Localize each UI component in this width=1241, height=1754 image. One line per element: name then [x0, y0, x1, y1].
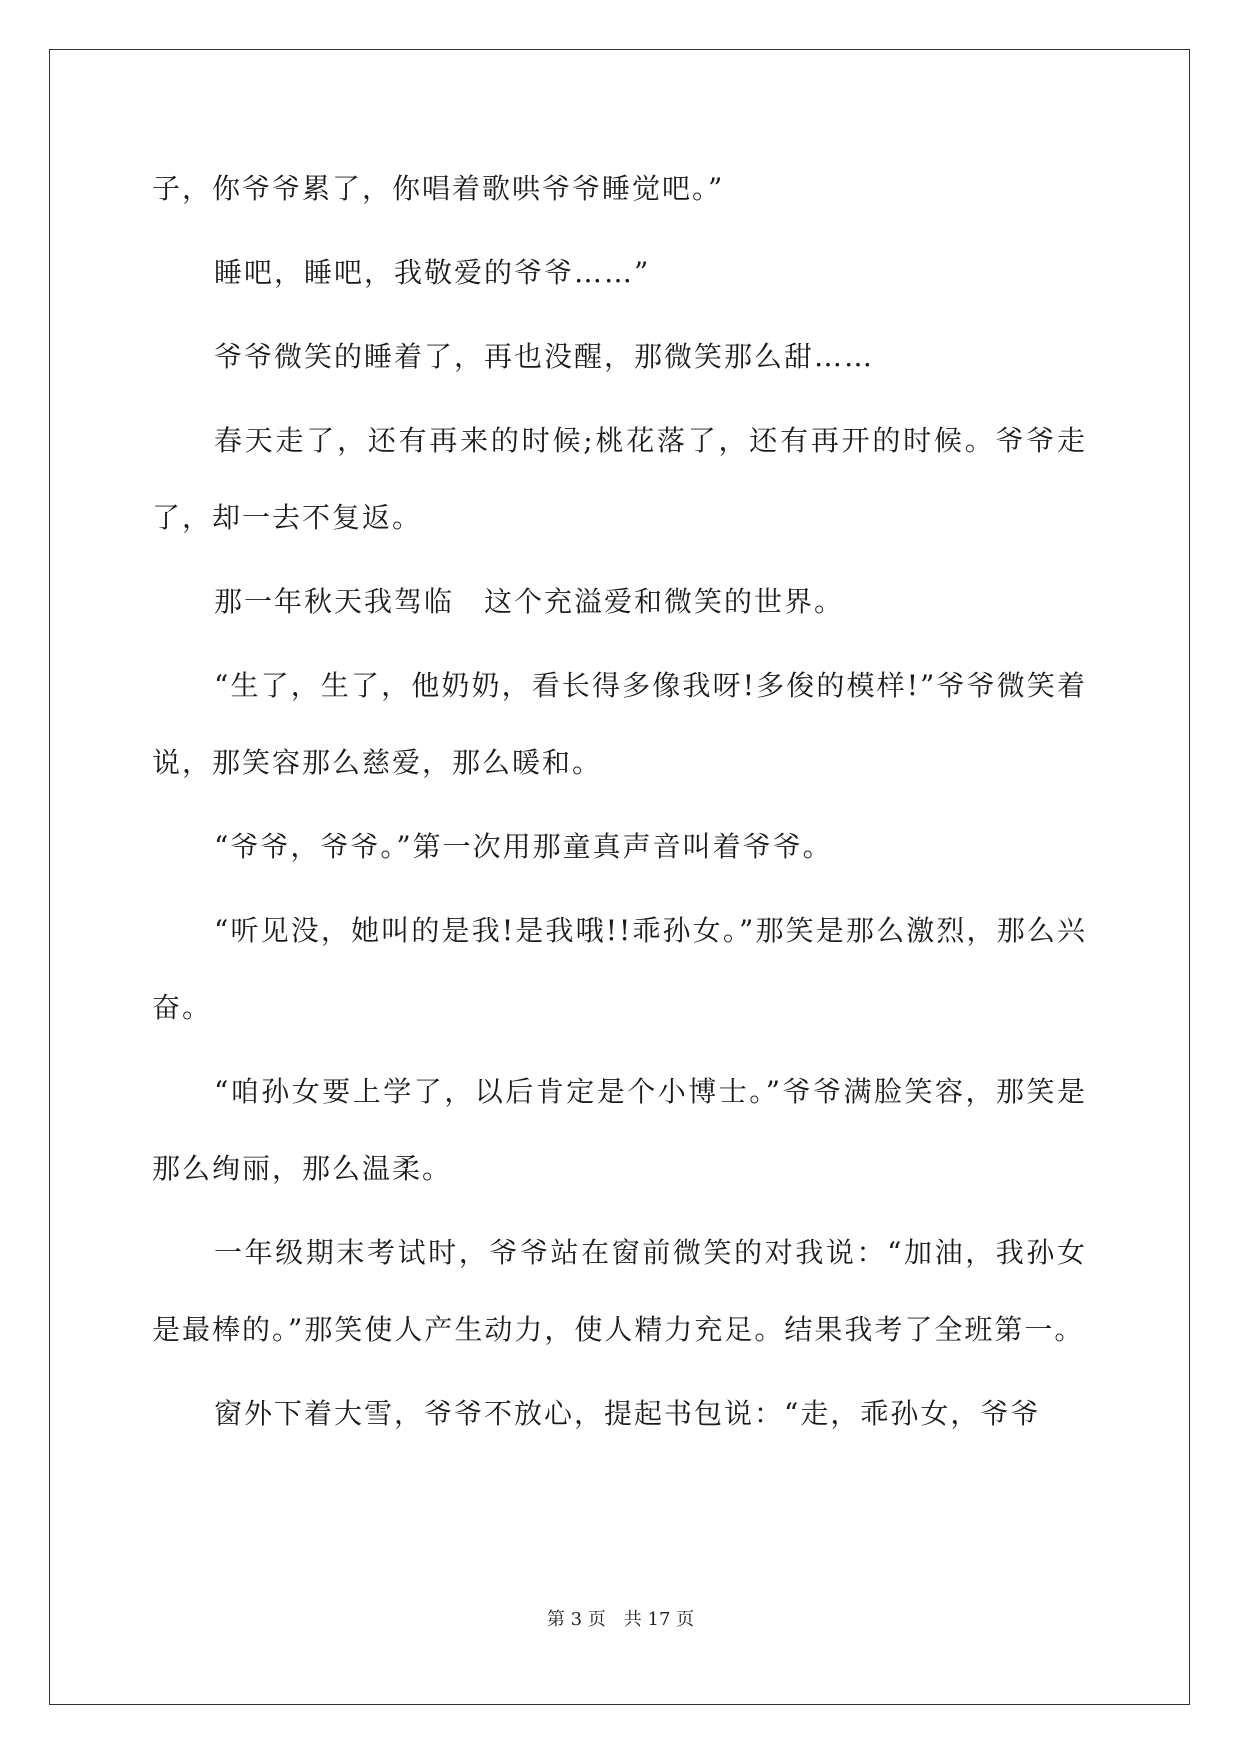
paragraph-3: 爷爷微笑的睡着了，再也没醒，那微笑那么甜…… — [214, 340, 875, 373]
paragraph-4: 春天走了，还有再来的时候;桃花落了，还有再开的时候。爷爷走了，却一去不复返。 — [152, 424, 1087, 534]
paragraph-9: “咱孙女要上学了，以后肯定是个小博士。”爷爷满脸笑容，那笑是那么绚丽，那么温柔。 — [152, 1075, 1087, 1185]
paragraph-1: 子，你爷爷累了，你唱着歌哄爷爷睡觉吧。” — [152, 172, 725, 205]
paragraph-7: “爷爷，爷爷。”第一次用那童真声音叫着爷爷。 — [214, 830, 833, 863]
paragraph-6: “生了，生了，他奶奶，看长得多像我呀!多俊的模样!”爷爷微笑着说，那笑容那么慈爱，那么暖和。 — [152, 669, 1087, 779]
document-body — [152, 150, 1087, 1459]
paragraph-2: 睡吧，睡吧，我敬爱的爷爷……” — [214, 256, 651, 289]
paragraph-8: “听见没，她叫的是我!是我哦!!乖孙女。”那笑是那么激烈，那么兴奋。 — [152, 914, 1087, 1024]
paragraph-11: 窗外下着大雪，爷爷不放心，提起书包说：“走，乖孙女，爷爷 — [214, 1397, 1041, 1430]
paragraph-10: 一年级期末考试时，爷爷站在窗前微笑的对我说：“加油，我孙女是最棒的。”那笑使人产生动力，使人精力充足。结果我考了全班第一。 — [152, 1236, 1087, 1346]
paragraph-5: 那一年秋天我驾临 这个充溢爱和微笑的世界。 — [214, 585, 845, 618]
page-number-footer: 第 3 页 共 17 页 — [546, 1609, 695, 1630]
